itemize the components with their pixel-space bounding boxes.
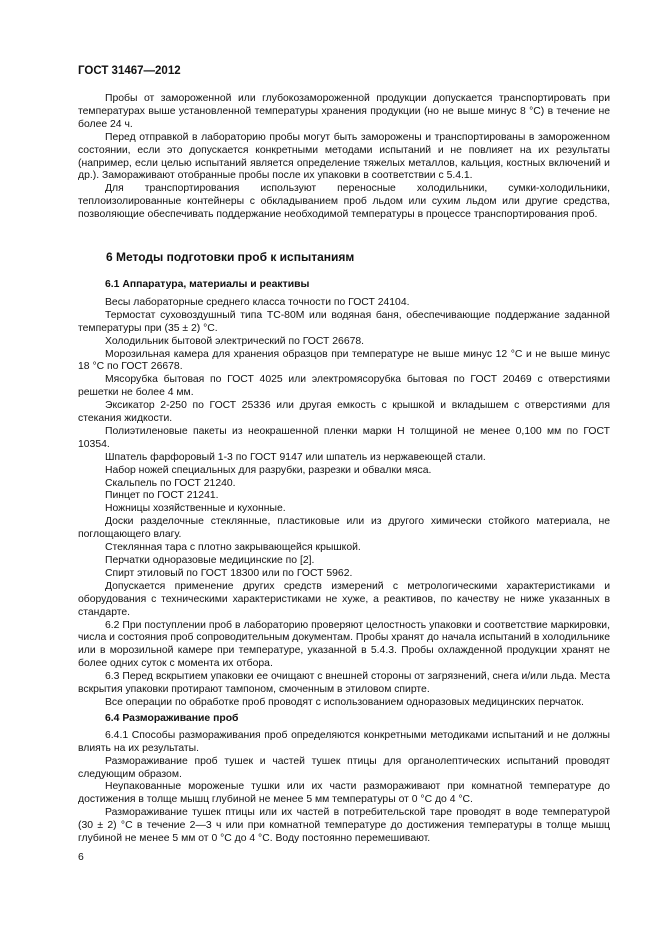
list-item: Полиэтиленовые пакеты из неокрашенной пленки марки Н толщиной не менее 0,100 мм по ГОСТ 10354. [78,425,610,450]
list-item: Мясорубка бытовая по ГОСТ 4025 или электромясорубка бытовая по ГОСТ 20469 с отверстиями решетки не более 4 мм. [78,374,610,399]
list-item: Термостат суховоздушный типа ТС-80М или водяная баня, обеспечивающие поддержание заданной температуры при (35 ± 2) °С. [78,309,610,334]
paragraph: Размораживание тушек птицы или их частей в потребительской таре проводят в воде температурой (30 ± 2) °С в течение 2—3 ч или при комнатной температуре до достижения температуры в толще мышц глубиной не менее 5 мм от 0 °С до 4 °С. Воду постоянно перемешивают. [78,807,610,845]
list-item: Пинцет по ГОСТ 21241. [105,490,219,502]
paragraph: 6.4.1 Способы размораживания проб определяются конкретными методиками испытаний и не должны влиять на их результаты. [78,729,610,754]
list-item: Ножницы хозяйственные и кухонные. [105,503,286,515]
document-header: ГОСТ 31467—2012 [78,65,181,77]
document-body [78,93,610,846]
page-number: 6 [78,852,84,863]
section-title: 6 Методы подготовки проб к испытаниям [106,250,355,265]
list-item: Эксикатор 2-250 по ГОСТ 25336 или другая емкость с крышкой и вкладышем с отверстиями для стекания жидкости. [78,400,610,425]
list-item: Доски разделочные стеклянные, пластиковые или из другого химически стойкого материала, не поглощающего влагу. [78,516,610,541]
paragraph: Пробы от замороженной или глубокозамороженной продукции допускается транспортировать при температурах выше установленной температуры хранения продукции (но не выше минус 8 °С) в течение не более 24 ч. [78,93,610,130]
paragraph: Перед отправкой в лабораторию пробы могут быть заморожены и транспортированы в замороженном состоянии, если это допускается конкретными методами испытаний и не повлияет на их результаты (например, если целью испытаний является определение тяжелых металлов, кальция, костных включений и др.). Замораживают отобранные пробы после их упаковки в соответствии с 5.4.1. [78,131,610,182]
list-item: Спирт этиловый по ГОСТ 18300 или по ГОСТ 5962. [105,567,353,579]
paragraph: 6.3 Перед вскрытием упаковки ее очищают с внешней стороны от загрязнений, снега и/или льда. Места вскрытия упаковки протирают тампоном, смоченным в этиловом спирте. [78,671,610,696]
paragraph: Размораживание проб тушек и частей тушек птицы для органолептических испытаний проводят следующим образом. [78,755,610,780]
paragraph: Допускается применение других средств измерений с метрологическими характеристиками и оборудования с техническими характеристиками не хуже, а реактивов, по качеству не ниже указанных в стандарте. [78,580,610,618]
paragraph: Все операции по обработке проб проводят с использованием одноразовых медицинских перчаток. [105,696,584,708]
list-item: Шпатель фарфоровый 1-3 по ГОСТ 9147 или шпатель из нержавеющей стали. [105,451,486,463]
list-item: Стеклянная тара с плотно закрывающейся крышкой. [105,542,361,554]
subsection-title: 6.1 Аппаратура, материалы и реактивы [105,278,310,290]
paragraph: 6.2 При поступлении проб в лабораторию проверяют целостность упаковки и соответствие маркировки, числа и состояния проб сопроводительным документам. Пробы хранят до начала испытаний в холодильнике или в морозильной камере при температуре, указанной в 5.4.3. Пробы охлажденной продукции хранят не более одних суток с момента их отбора. [78,619,610,670]
subsection-title: 6.4 Размораживание проб [105,712,239,724]
list-item: Весы лабораторные среднего класса точности по ГОСТ 24104. [105,296,410,308]
list-item: Морозильная камера для хранения образцов при температуре не выше минус 12 °С и не выше минус 18 °С по ГОСТ 26678. [78,348,610,373]
paragraph: Неупакованные мороженые тушки или их части размораживают при комнатной температуре до достижения в толще мышц глубиной не менее 5 мм температуры от 0 °С до 4 °С. [78,781,610,806]
list-item: Холодильник бытовой электрический по ГОСТ 26678. [105,335,365,347]
list-item: Скальпель по ГОСТ 21240. [105,477,236,489]
list-item: Набор ножей специальных для разрубки, разрезки и обвалки мяса. [105,464,432,476]
list-item: Перчатки одноразовые медицинские по [2]. [105,555,315,566]
paragraph: Для транспортирования используют переносные холодильники, сумки-холодильники, теплоизолированные контейнеры с обкладыванием проб льдом или сухим льдом или другие средства, позволяющие обеспечивать поддержание необходимой температуры в процессе транспортирования проб. [78,183,610,221]
